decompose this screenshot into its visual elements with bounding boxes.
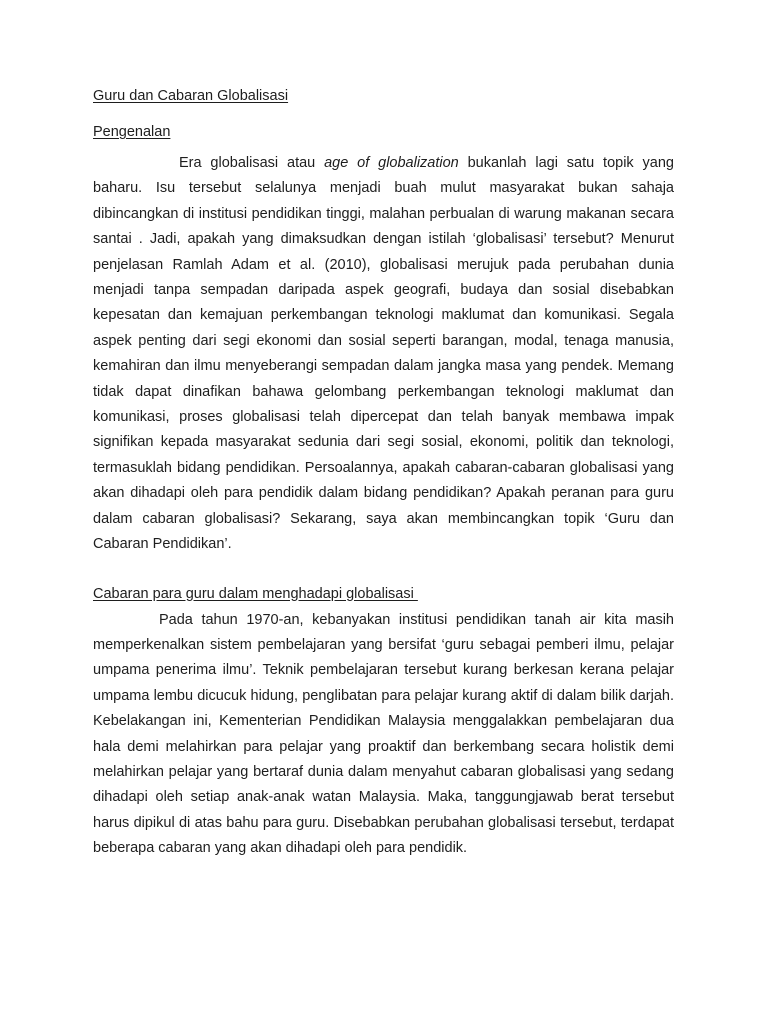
intro-lead-text: Era globalisasi atau [179, 155, 325, 171]
document-title: Guru dan Cabaran Globalisasi [93, 88, 289, 104]
intro-body-text: bukanlah lagi satu topik yang baharu. Isu tersebut selalunya menjadi buah mulut masyarakat bukan sahaja dibincangkan di institusi pendidikan tinggi, malahan perbualan di warung makanan secara santai . Jadi, apakah yang dimaksudkan dengan istilah ‘globalisasi’ tersebut? Menurut penjelasan Ramlah Adam et al. (2010), globalisasi merujuk pada perubahan dunia menjadi tanpa sempadan daripada aspek geografi, budaya dan sosial disebabkan kepesatan dan kemajuan perkembangan teknologi maklumat dan komunikasi. Segala aspek penting dari segi ekonomi dan sosial seperti barangan, modal, tenaga manusia, kemahiran dan ilmu menyeberangi sempadan dalam jangka masa yang pendek. Memang tidak dapat dinafikan bahawa gelombang perkembangan teknologi maklumat dan komunikasi, proses globalisasi telah dipercepat dan telah banyak membawa impak signifikan kepada masyarakat sedunia dari segi sosial, ekonomi, politik dan teknologi, termasuklah bidang pendidikan. Persoalannya, apakah cabaran-cabaran globalisasi yang akan dihadapi oleh para pendidik dalam bidang pendidikan? Apakah peranan para guru dalam cabaran globalisasi? Sekarang, saya akan membincangkan topik ‘Guru dan Cabaran Pendidikan’. [93, 155, 674, 553]
intro-paragraph-text [93, 151, 674, 558]
document-page [93, 84, 674, 862]
cabaran-paragraph: Pada tahun 1970-an, kebanyakan institusi pendidikan tanah air kita masih memperkenalkan sistem pembelajaran yang bersifat ‘guru sebagai pemberi ilmu, pelajar umpama penerima ilmu’. Teknik pembelajaran tersebut kurang berkesan kerana pelajar umpama lembu dicucuk hidung, penglibatan para pelajar kurang aktif di dalam bilik darjah. Kebelakangan ini, Kementerian Pendidikan Malaysia menggalakkan pembelajaran dua hala demi melahirkan para pelajar yang proaktif dan berkembang secara holistik demi melahirkan pelajar yang bertaraf dunia dalam menyahut cabaran globalisasi yang sedang dihadapi oleh setiap anak-anak watan Malaysia. Maka, tanggungjawab berat tersebut harus dipikul di atas bahu para guru. Disebabkan perubahan globalisasi tersebut, terdapat beberapa cabaran yang akan dihadapi oleh para pendidik. [93, 611, 674, 857]
intro-paragraph [93, 151, 674, 558]
section-heading-pengenalan: Pengenalan [93, 124, 171, 140]
intro-emphasis-text: age of globalization [324, 155, 459, 171]
section-heading-cabaran: Cabaran para guru dalam menghadapi globalisasi [93, 585, 418, 602]
